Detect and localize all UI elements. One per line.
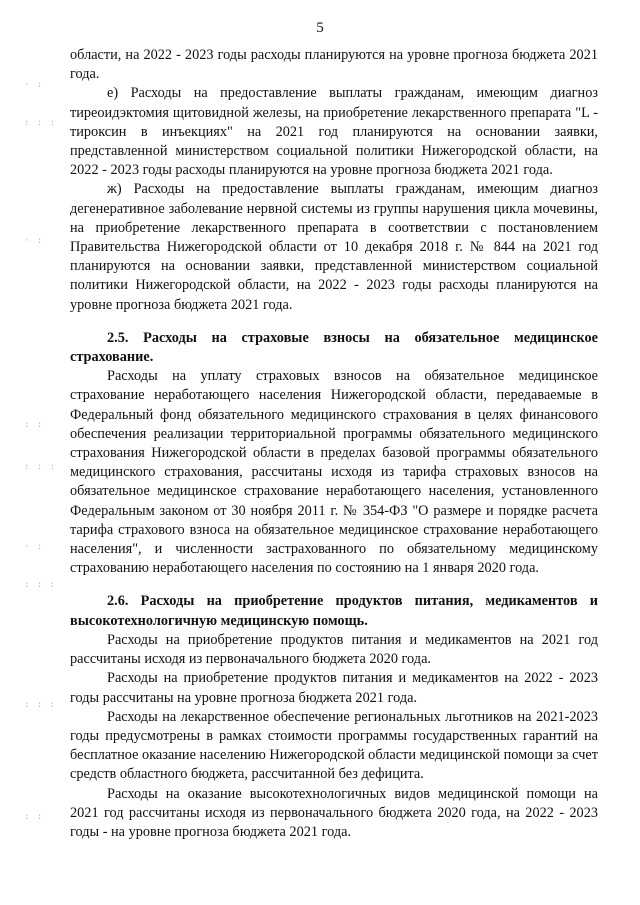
margin-marks: : : : xyxy=(24,700,57,710)
margin-marks: · : xyxy=(24,236,44,246)
paragraph: Расходы на оказание высокотехнологичных видов медицинской помощи на 2021 год рассчитаны исходя из первоначального бюджета 2020 года, на 2022 - 2023 годы - на уровне прогноза бюджета 2021 года. xyxy=(70,785,598,840)
paragraph: Расходы на уплату страховых взносов на обязательное медицинское страхование неработающего населения Нижегородской области, передаваемые в Федеральный фонд обязательного медицинского страхования в целях финансового обеспечения реализации территориальной программы обязательного медицинского страхования Нижегородской области в пределах базовой программы обязательного медицинского страхования, рассчитаны исходя из тарифа страховых взносов на обязательное медицинское страхование неработающего населения, установленного Федеральным законом от 30 ноября 2011 г. № 354-ФЗ "О размере и порядке расчета тарифа страхового взноса на обязательное медицинское страхование неработающего населения", и численности застрахованного по обязательному медицинскому страхованию неработающего населения по состоянию на 1 января 2020 года. xyxy=(70,368,598,577)
paragraph: Расходы на лекарственное обеспечение региональных льготников на 2021-2023 годы предусмотрены в рамках стоимости программы государственных гарантий на бесплатное оказание населению Нижегородской области медицинской помощи за счет средств областного бюджета, рассчитанной без дефицита. xyxy=(70,708,598,783)
margin-marks: : : : xyxy=(24,118,57,128)
margin-marks: · : xyxy=(24,80,44,90)
margin-marks: : : xyxy=(24,420,44,430)
margin-marks: : : xyxy=(24,812,44,822)
section-heading: 2.5. Расходы на страховые взносы на обязательное медицинское страхование. xyxy=(70,329,598,366)
paragraph: области, на 2022 - 2023 годы расходы планируются на уровне прогноза бюджета 2021 года. xyxy=(70,47,598,83)
paragraph: Расходы на приобретение продуктов питания и медикаментов на 2021 год рассчитаны исходя из первоначального бюджета 2020 года. xyxy=(70,631,598,668)
page-number: 5 xyxy=(316,20,324,36)
document-body xyxy=(70,46,598,842)
margin-marks: · : xyxy=(24,542,44,552)
margin-marks: : : : xyxy=(24,580,57,590)
section-heading: 2.6. Расходы на приобретение продуктов питания, медикаментов и высокотехнологичную медицинскую помощь. xyxy=(70,593,598,629)
paragraph: е) Расходы на предоставление выплаты гражданам, имеющим диагноз тиреоидэктомия щитовидной железы, на приобретение лекарственного препарата "L - тироксин в инъекциях" на 2021 год планируются на основании заявки, представленной министерством социальной политики Нижегородской области, на 2022 - 2023 годы расходы планируются на уровне прогноза бюджета 2021 года. xyxy=(70,85,598,179)
paragraph: Расходы на приобретение продуктов питания и медикаментов на 2022 - 2023 годы рассчитаны на уровне прогноза бюджета 2021 года. xyxy=(70,670,598,706)
margin-marks: : : : xyxy=(24,462,57,472)
paragraph: ж) Расходы на предоставление выплаты гражданам, имеющим диагноз дегенеративное заболевание нервной системы из группы нарушения цикла мочевины, на приобретение лекарственного препарата в соответствии с постановлением Правительства Нижегородской области от 10 декабря 2018 г. № 844 на 2021 год планируются на основании заявки, представленной министерством социальной политики Нижегородской области, на 2022 - 2023 годы расходы планируются на уровне прогноза бюджета 2021 года. xyxy=(70,181,598,313)
